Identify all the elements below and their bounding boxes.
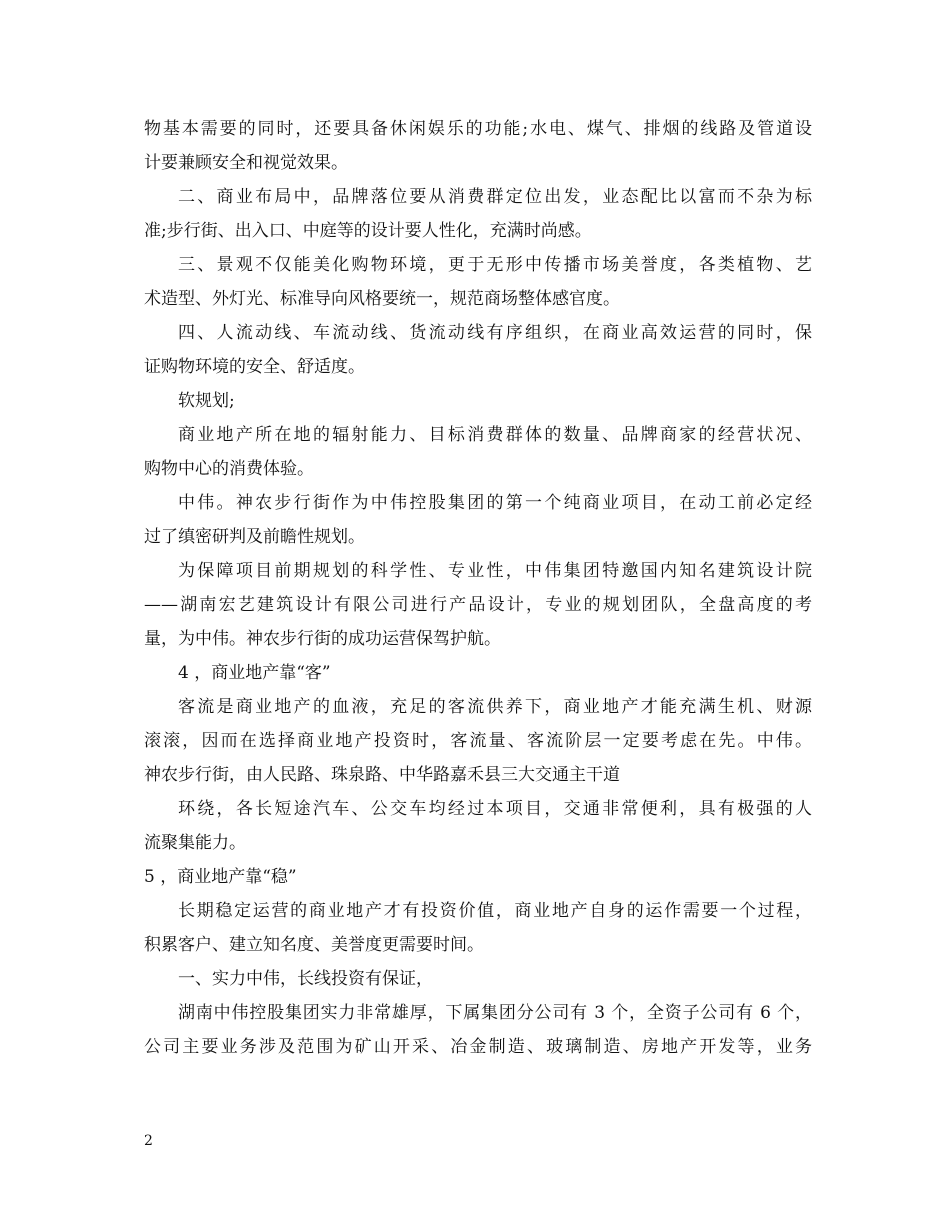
text-line: 商业地产所在地的辐射能力、目标消费群体的数量、品牌商家的经营状况、	[178, 425, 812, 445]
text-line: 客流是商业地产的血液，充足的客流供养下，商业地产才能充满生机、财源	[178, 697, 812, 717]
text-line: 滚滚，因而在选择商业地产投资时，客流量、客流阶层一定要考虑在先。中伟。	[144, 731, 812, 751]
text-line: 二、商业布局中，品牌落位要从消费群定位出发，业态配比以富而不杂为标	[178, 187, 812, 207]
text-line: 四、人流动线、车流动线、货流动线有序组织，在商业高效运营的同时，保	[178, 323, 812, 343]
text-line: 4 ，商业地产靠“客”	[178, 663, 331, 683]
text-line: 公司主要业务涉及范围为矿山开采、冶金制造、玻璃制造、房地产开发等，业务	[144, 1037, 812, 1057]
text-line: 物基本需要的同时，还要具备休闲娱乐的功能;水电、煤气、排烟的线路及管道设	[144, 119, 812, 139]
text-line: 计要兼顾安全和视觉效果。	[144, 153, 348, 173]
text-line: 流聚集能力。	[144, 833, 246, 853]
text-line: ——湖南宏艺建筑设计有限公司进行产品设计，专业的规划团队，全盘高度的考	[144, 595, 812, 615]
text-line: 购物中心的消费体验。	[144, 459, 314, 479]
document-body	[144, 112, 812, 1064]
text-line: 环绕，各长短途汽车、公交车均经过本项目，交通非常便利，具有极强的人	[178, 799, 812, 819]
text-line: 过了缜密研判及前瞻性规划。	[144, 527, 365, 547]
text-line: 一、实力中伟，长线投资有保证，	[178, 969, 433, 989]
text-line: 三、景观不仅能美化购物环境，更于无形中传播市场美誉度，各类植物、艺	[178, 255, 812, 275]
text-line: 5 ，商业地产靠“稳”	[144, 867, 297, 887]
text-line: 神农步行街，由人民路、珠泉路、中华路嘉禾县三大交通主干道	[144, 765, 620, 785]
text-line: 准;步行街、出入口、中庭等的设计要人性化，充满时尚感。	[144, 221, 592, 241]
page-number: 2	[144, 1133, 153, 1149]
text-line: 证购物环境的安全、舒适度。	[144, 357, 365, 377]
text-line: 软规划;	[178, 391, 235, 411]
text-line: 积累客户、建立知名度、美誉度更需要时间。	[144, 935, 484, 955]
text-line: 中伟。神农步行街作为中伟控股集团的第一个纯商业项目，在动工前必定经	[178, 493, 812, 513]
text-line: 长期稳定运营的商业地产才有投资价值，商业地产自身的运作需要一个过程，	[178, 901, 812, 921]
text-line: 术造型、外灯光、标准导向风格要统一，规范商场整体感官度。	[144, 289, 620, 309]
text-line: 量，为中伟。神农步行街的成功运营保驾护航。	[144, 629, 501, 649]
text-line: 湖南中伟控股集团实力非常雄厚，下属集团分公司有 3 个，全资子公司有 6 个，	[178, 1003, 812, 1023]
text-line: 为保障项目前期规划的科学性、专业性，中伟集团特邀国内知名建筑设计院	[178, 561, 812, 581]
